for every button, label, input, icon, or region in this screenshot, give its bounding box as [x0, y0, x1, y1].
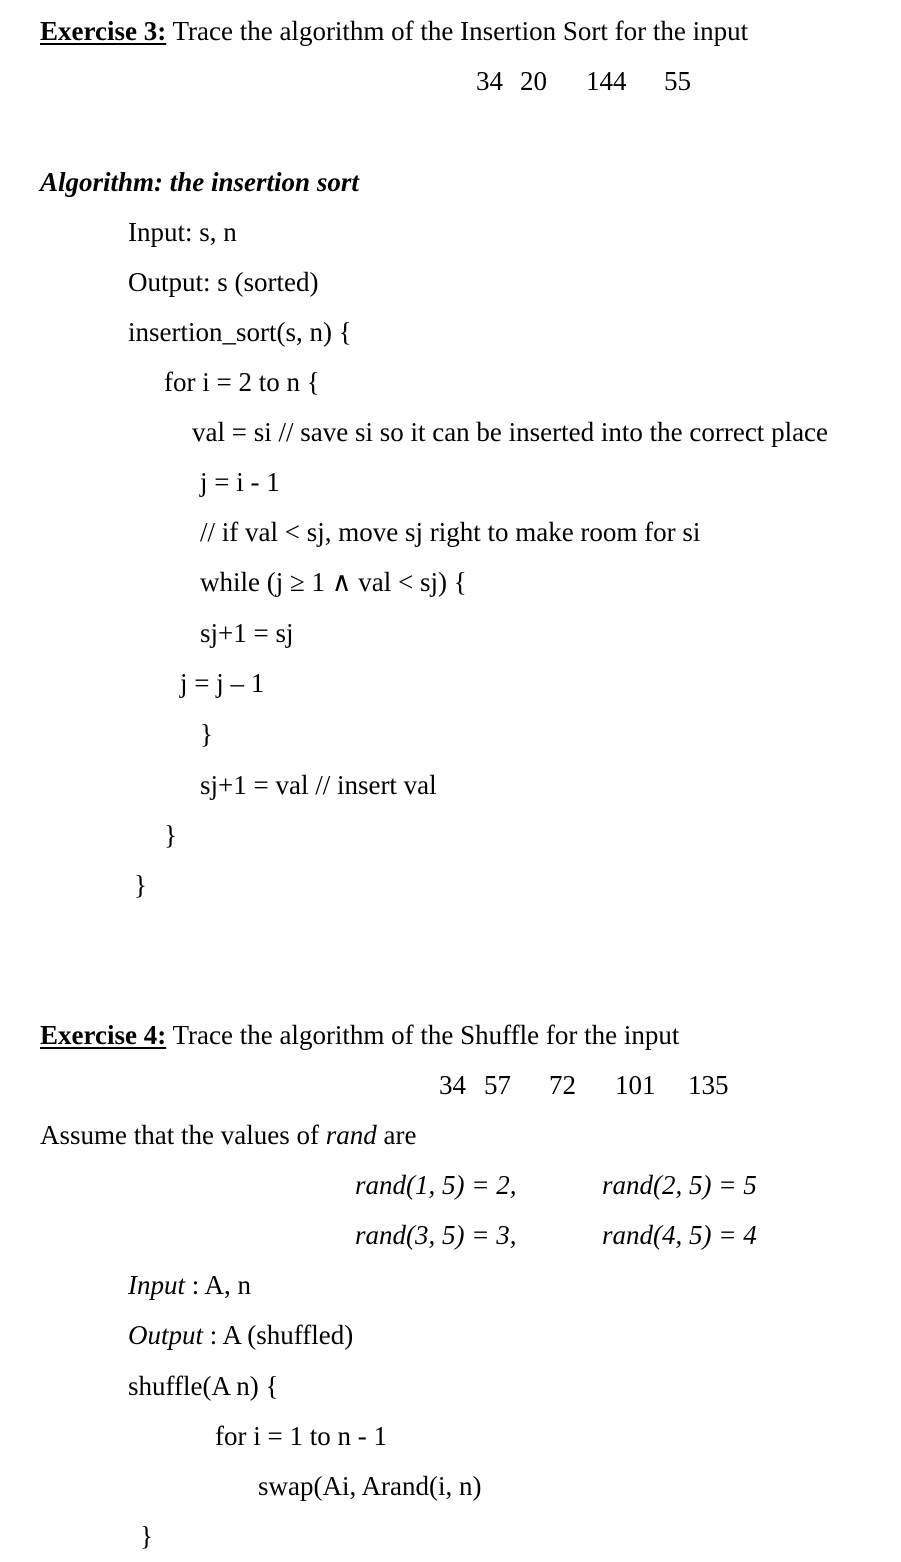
exercise4-label: Exercise 4: — [40, 1020, 167, 1050]
code-line: sj+1 = val // insert val — [200, 770, 437, 800]
exercise3-heading — [40, 18, 748, 45]
rand-value: rand(4, 5) = 4 — [602, 1220, 757, 1250]
exercise4-value: 34 — [439, 1070, 466, 1100]
code-line: } — [134, 870, 147, 900]
exercise4-value: 72 — [549, 1070, 576, 1100]
code-line: shuffle(A n) { — [128, 1371, 279, 1401]
code-line: while (j ≥ 1 ∧ val < sj) { — [200, 567, 467, 597]
rand-value: rand(2, 5) = 5 — [602, 1170, 757, 1200]
exercise4-text: Trace the algorithm of the Shuffle for the input — [166, 1020, 680, 1050]
code-line: } — [200, 719, 213, 749]
exercise3-value: 34 — [476, 66, 503, 96]
shuffle-input-keyword: Input — [128, 1270, 185, 1300]
assume-rand: rand — [325, 1120, 377, 1150]
rand-value: rand(1, 5) = 2, — [355, 1170, 517, 1200]
assume-line — [40, 1122, 416, 1149]
shuffle-input-line — [128, 1272, 251, 1299]
shuffle-output-keyword: Output — [128, 1320, 204, 1350]
exercise3-label: Exercise 3: — [40, 16, 167, 46]
code-line: swap(Ai, Arand(i, n) — [258, 1471, 482, 1501]
code-line: j = i - 1 — [200, 467, 280, 497]
shuffle-output-rest: : A (shuffled) — [203, 1320, 354, 1350]
code-line: sj+1 = sj — [200, 618, 294, 648]
exercise4-value: 101 — [615, 1070, 656, 1100]
code-line: // if val < sj, move sj right to make room for si — [200, 517, 701, 547]
code-line: for i = 2 to n { — [164, 367, 320, 397]
algorithm-title: Algorithm: the insertion sort — [40, 167, 359, 197]
assume-prefix: Assume that the values of — [40, 1120, 326, 1150]
exercise4-value: 135 — [688, 1070, 729, 1100]
exercise3-value: 55 — [664, 66, 691, 96]
shuffle-input-rest: : A, n — [185, 1270, 252, 1300]
code-line: insertion_sort(s, n) { — [128, 317, 352, 347]
code-line: val = si // save si so it can be inserted into the correct place — [192, 417, 829, 447]
exercise3-text: Trace the algorithm of the Insertion Sort for the input — [166, 16, 749, 46]
exercise4-value: 57 — [484, 1070, 511, 1100]
code-line: j = j – 1 — [180, 668, 265, 698]
exercise4-heading — [40, 1022, 679, 1049]
exercise3-value: 20 — [520, 66, 547, 96]
rand-value: rand(3, 5) = 3, — [355, 1220, 517, 1250]
assume-suffix: are — [376, 1120, 417, 1150]
code-line: } — [140, 1521, 153, 1551]
algorithm-output-line: Output: s (sorted) — [128, 267, 319, 297]
shuffle-output-line — [128, 1322, 353, 1349]
exercise3-value: 144 — [586, 66, 627, 96]
algorithm-input-line: Input: s, n — [128, 217, 237, 247]
code-line: for i = 1 to n - 1 — [215, 1421, 387, 1451]
code-line: } — [164, 820, 177, 850]
